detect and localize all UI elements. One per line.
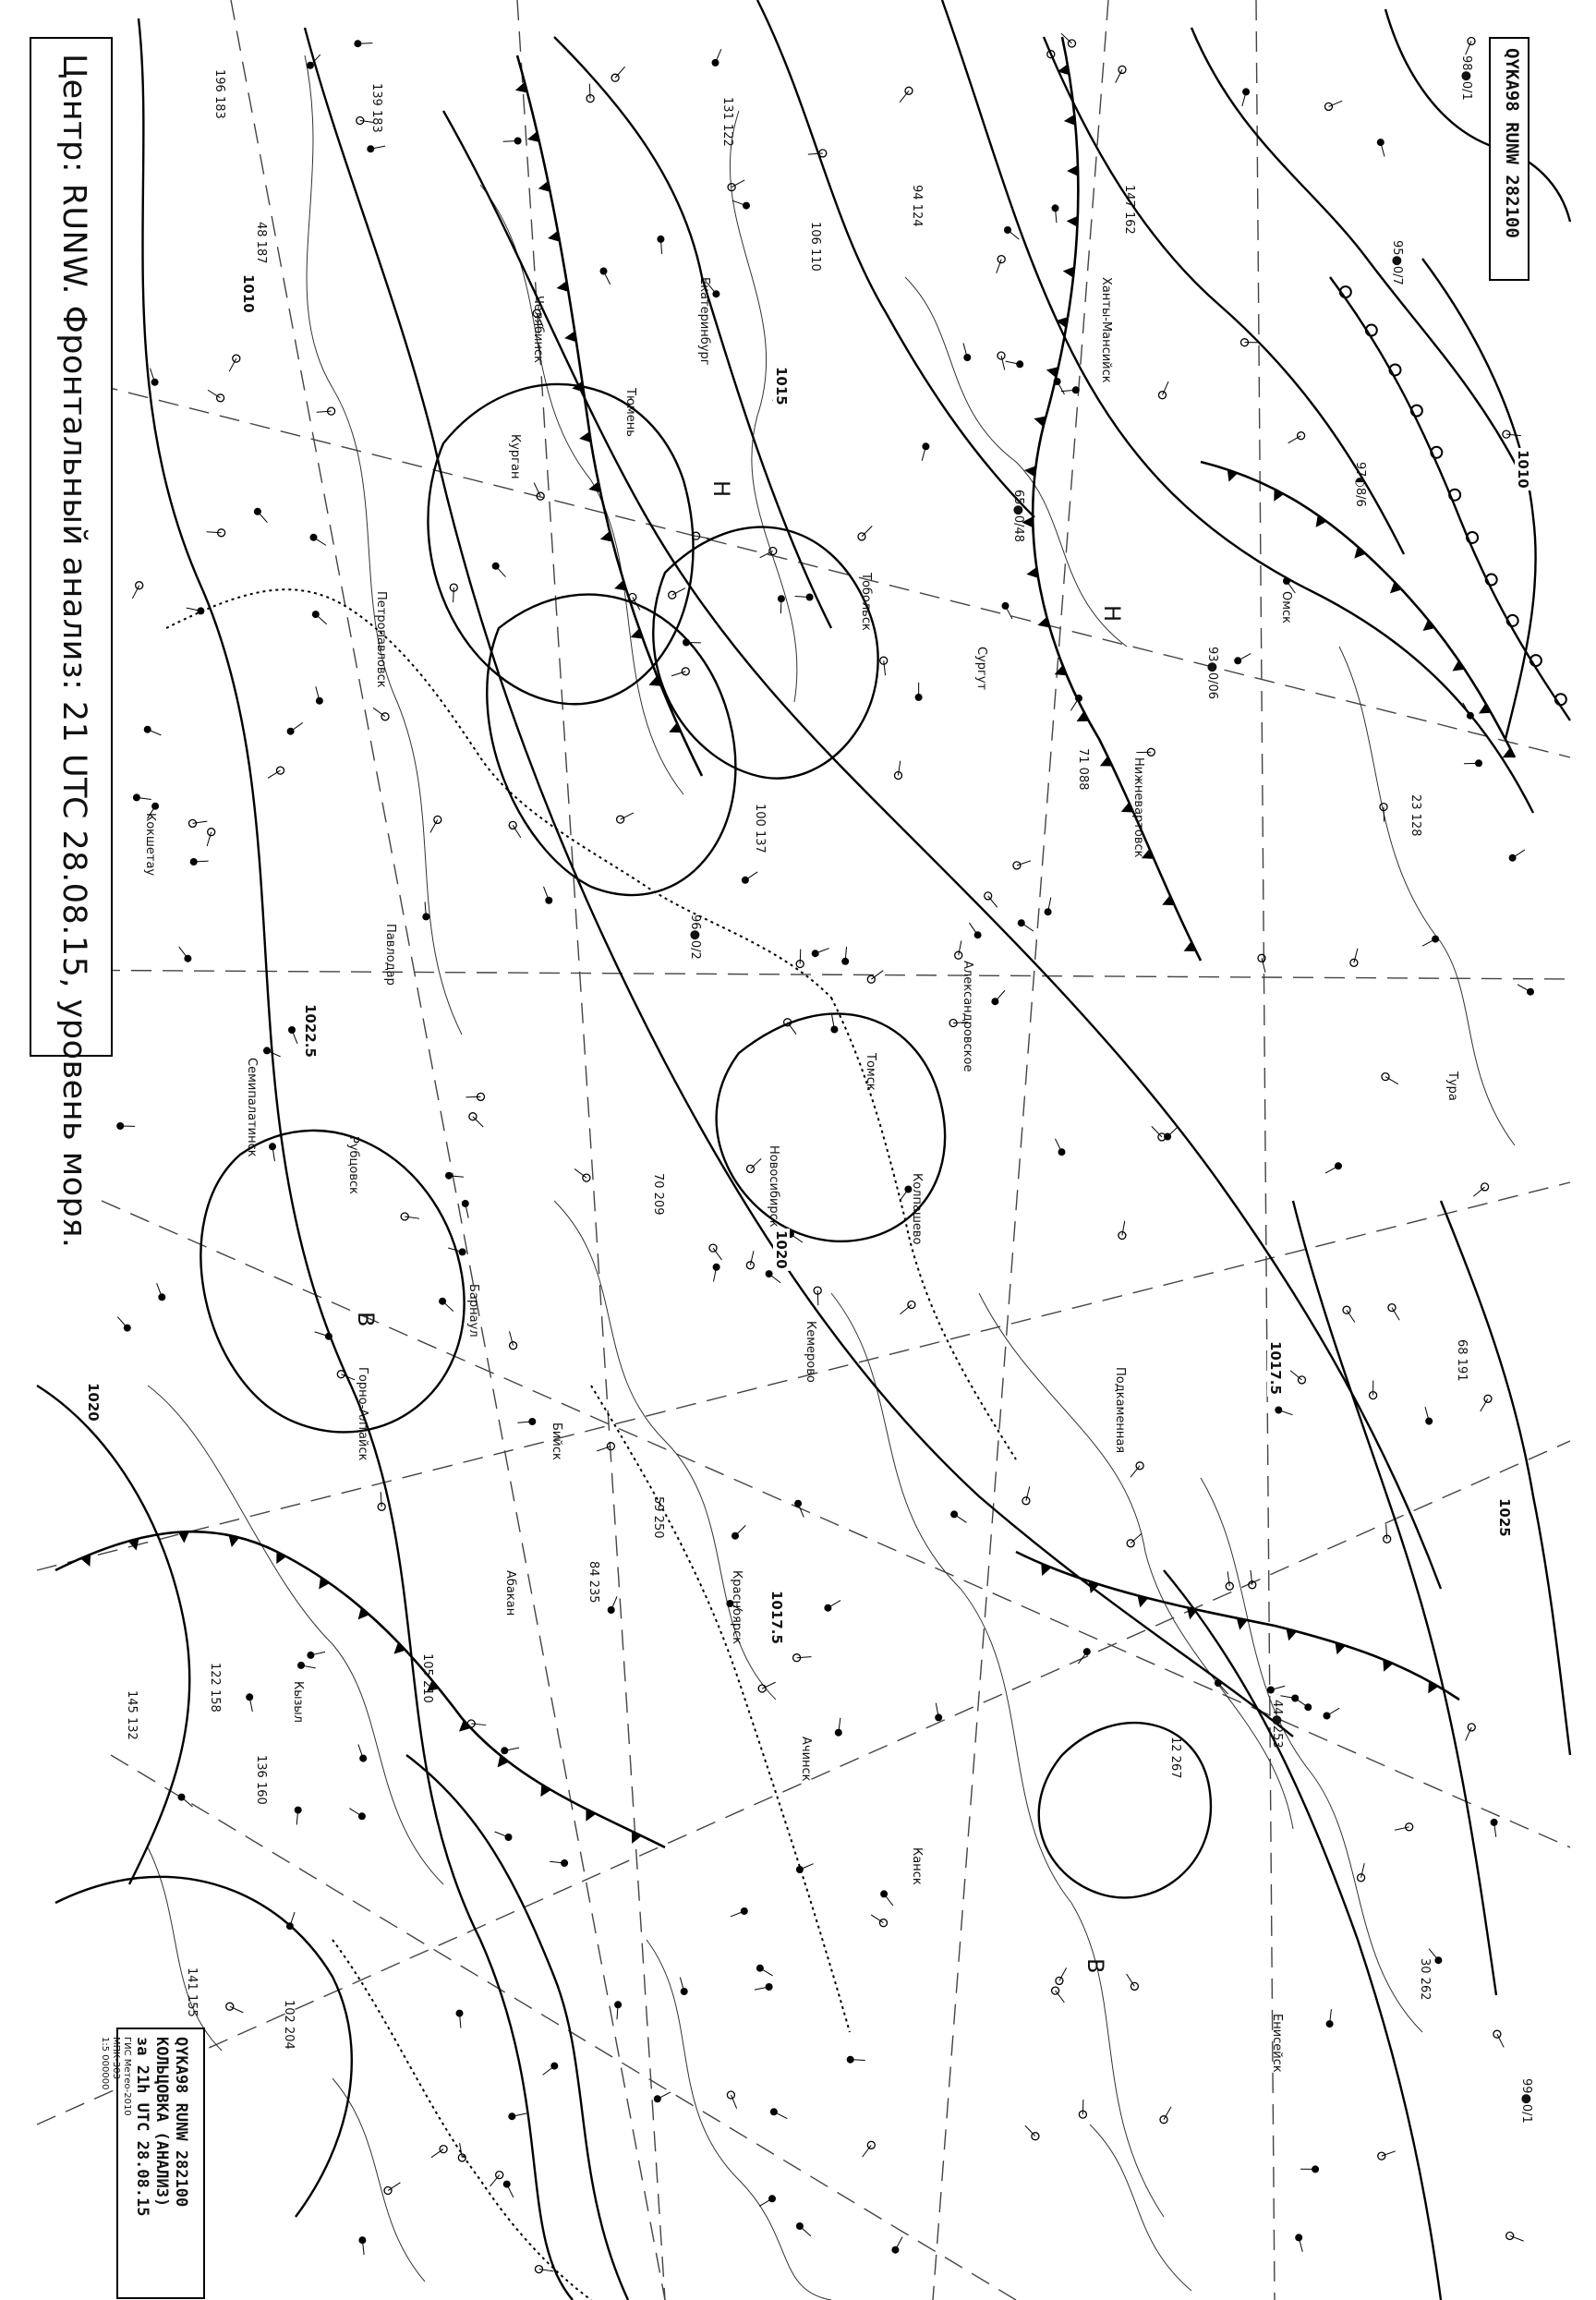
station-marker	[796, 1866, 804, 1873]
station-marker	[462, 1200, 469, 1207]
legend-time: за 21h UTC 28.08.15	[133, 2037, 151, 2217]
legend-title: КОЛЬЦОВКА (АНАЛИЗ)	[152, 2037, 171, 2208]
station-marker	[545, 897, 552, 904]
station-marker	[1002, 602, 1010, 610]
station-marker	[1527, 988, 1534, 996]
station-marker	[794, 1500, 802, 1507]
station-name: Абакан	[503, 1570, 517, 1616]
station-name: Екатеринбург	[697, 277, 711, 366]
high-pressure-center: В	[353, 1312, 379, 1327]
station-name: Ханты-Мансийск	[1099, 277, 1113, 383]
isobar-label: 1020	[773, 1230, 790, 1269]
station-reading: 147 162	[1122, 185, 1136, 235]
station-reading: 106 110	[808, 222, 822, 272]
station-marker	[950, 1510, 958, 1518]
station-name: Барнаул	[466, 1284, 480, 1338]
map-title: Центр: RUNW. Фронтальный анализ: 21 UTC 28.08.15, уровень моря.	[55, 54, 92, 1249]
station-name: Енисейск	[1270, 2014, 1284, 2073]
station-reading: 44●253	[1270, 1700, 1284, 1749]
station-reading: 30 262	[1418, 1958, 1432, 2001]
station-name: Курган	[508, 434, 522, 479]
station-marker	[459, 1248, 466, 1255]
station-marker	[963, 354, 971, 361]
station-marker	[1058, 1148, 1066, 1156]
station-marker	[681, 1988, 688, 1995]
isobar-label: 1025	[1496, 1498, 1513, 1537]
station-reading: 131 122	[720, 97, 734, 147]
station-name: Тобольск	[859, 573, 873, 631]
isobar-label: 1017.5	[768, 1591, 785, 1644]
wind-barb	[503, 141, 518, 142]
station-name: Томск	[864, 1053, 877, 1091]
station-marker	[770, 2108, 778, 2115]
station-marker	[891, 2246, 899, 2254]
isobar-label: 1010	[1515, 450, 1531, 489]
station-reading: 59 250	[651, 1496, 665, 1539]
station-name: Сургут	[974, 647, 988, 691]
station-reading: 145 132	[125, 1690, 139, 1740]
station-marker	[501, 1747, 508, 1754]
isobar-label: 1010	[240, 274, 257, 313]
low-pressure-center: Н	[1099, 605, 1125, 623]
station-reading: 141 155	[185, 1967, 199, 2017]
station-reading: 97◐8/6	[1353, 462, 1367, 507]
station-marker	[743, 202, 750, 210]
station-name: Тура	[1445, 1071, 1459, 1101]
wind-barb	[466, 1096, 480, 1097]
station-marker	[974, 931, 982, 938]
station-marker	[1467, 712, 1474, 720]
station-reading: 96●0/2	[688, 914, 702, 960]
station-marker	[151, 379, 159, 386]
station-reading: 93●0/06	[1205, 647, 1219, 700]
station-name: Подкаменная	[1113, 1367, 1127, 1454]
legend-scale: 1:5 000000	[100, 2037, 110, 2090]
station-marker	[812, 950, 819, 957]
legend-org: ГИС Метео-2010	[122, 2037, 132, 2116]
station-name: Семипалатинск	[245, 1058, 259, 1157]
station-reading: 94 124	[910, 185, 924, 227]
station-marker	[505, 1834, 513, 1841]
station-marker	[158, 1293, 165, 1301]
station-reading: 122 158	[208, 1663, 222, 1713]
station-reading: 68 191	[1455, 1339, 1469, 1382]
high-pressure-center: В	[1082, 1958, 1108, 1974]
station-marker	[287, 728, 295, 735]
station-name: Челябинск	[531, 296, 545, 364]
station-marker	[768, 2195, 776, 2202]
station-marker	[358, 1812, 366, 1820]
station-marker	[608, 1606, 615, 1614]
station-name: Омск	[1279, 591, 1293, 624]
station-name: Горно-Алтайск	[356, 1367, 369, 1461]
wind-barb	[800, 950, 801, 964]
station-reading: 95●0/7	[1390, 240, 1404, 285]
station-reading: 71 088	[1076, 748, 1090, 791]
station-reading: 196 183	[212, 69, 226, 119]
wind-barb	[453, 587, 454, 602]
low-pressure-center: Н	[708, 480, 734, 498]
station-name: Бийск	[550, 1422, 563, 1460]
station-name: Кызыл	[291, 1681, 305, 1723]
isobar-label: 1015	[773, 367, 790, 406]
station-marker	[1075, 695, 1082, 702]
station-marker	[1425, 1418, 1433, 1425]
product-code: QYKA98 RUNW 282100	[1502, 48, 1522, 238]
wind-barb	[780, 599, 781, 613]
station-marker	[288, 1026, 296, 1034]
station-reading: 136 160	[254, 1755, 268, 1805]
station-name: Кемерово	[804, 1321, 817, 1383]
station-reading: 102 204	[282, 2000, 296, 2050]
station-marker	[1295, 2233, 1302, 2241]
station-reading: 99●0/1	[1519, 2078, 1533, 2124]
station-name: Ачинск	[799, 1737, 813, 1782]
station-marker	[508, 2112, 515, 2120]
station-name: Канск	[910, 1847, 924, 1885]
station-marker	[1304, 1703, 1312, 1711]
station-marker	[359, 1755, 367, 1762]
station-reading: 100 137	[753, 804, 767, 853]
station-marker	[367, 145, 374, 152]
wind-barb	[817, 1290, 818, 1305]
station-marker	[184, 955, 191, 962]
station-name: Александровское	[961, 961, 974, 1072]
legend-code: QYKA98 RUNW 282100	[172, 2037, 190, 2208]
station-name: Нижневартовск	[1131, 757, 1145, 858]
station-reading: 12 267	[1168, 1737, 1182, 1779]
station-name: Павлодар	[383, 924, 397, 986]
station-name: Рубцовск	[346, 1136, 360, 1195]
station-reading: 70 209	[651, 1173, 665, 1216]
station-marker	[325, 1333, 332, 1340]
station-name: Красноярск	[730, 1570, 744, 1645]
legend-product-code: МПК-303	[111, 2037, 121, 2079]
isobar-label: 1020	[85, 1383, 102, 1422]
station-name: Петропавловск	[374, 591, 388, 688]
station-name: Кокшетау	[143, 813, 157, 877]
station-name: Новосибирск	[767, 1145, 780, 1228]
isobar-label: 1022.5	[302, 1004, 319, 1058]
station-reading: 98●0/1	[1459, 55, 1473, 101]
station-reading: 105 210	[420, 1653, 434, 1703]
station-reading: 65●0/48	[1011, 490, 1025, 543]
station-reading: 23 128	[1409, 794, 1422, 837]
station-marker	[600, 268, 608, 275]
isobar-label: 1017.5	[1267, 1341, 1284, 1395]
wind-barb	[357, 43, 372, 44]
station-reading: 48 187	[254, 222, 268, 264]
station-name: Тюмень	[623, 388, 637, 437]
station-reading: 139 183	[369, 83, 383, 133]
station-name: Колпашево	[910, 1173, 924, 1245]
station-reading: 84 235	[586, 1561, 600, 1604]
